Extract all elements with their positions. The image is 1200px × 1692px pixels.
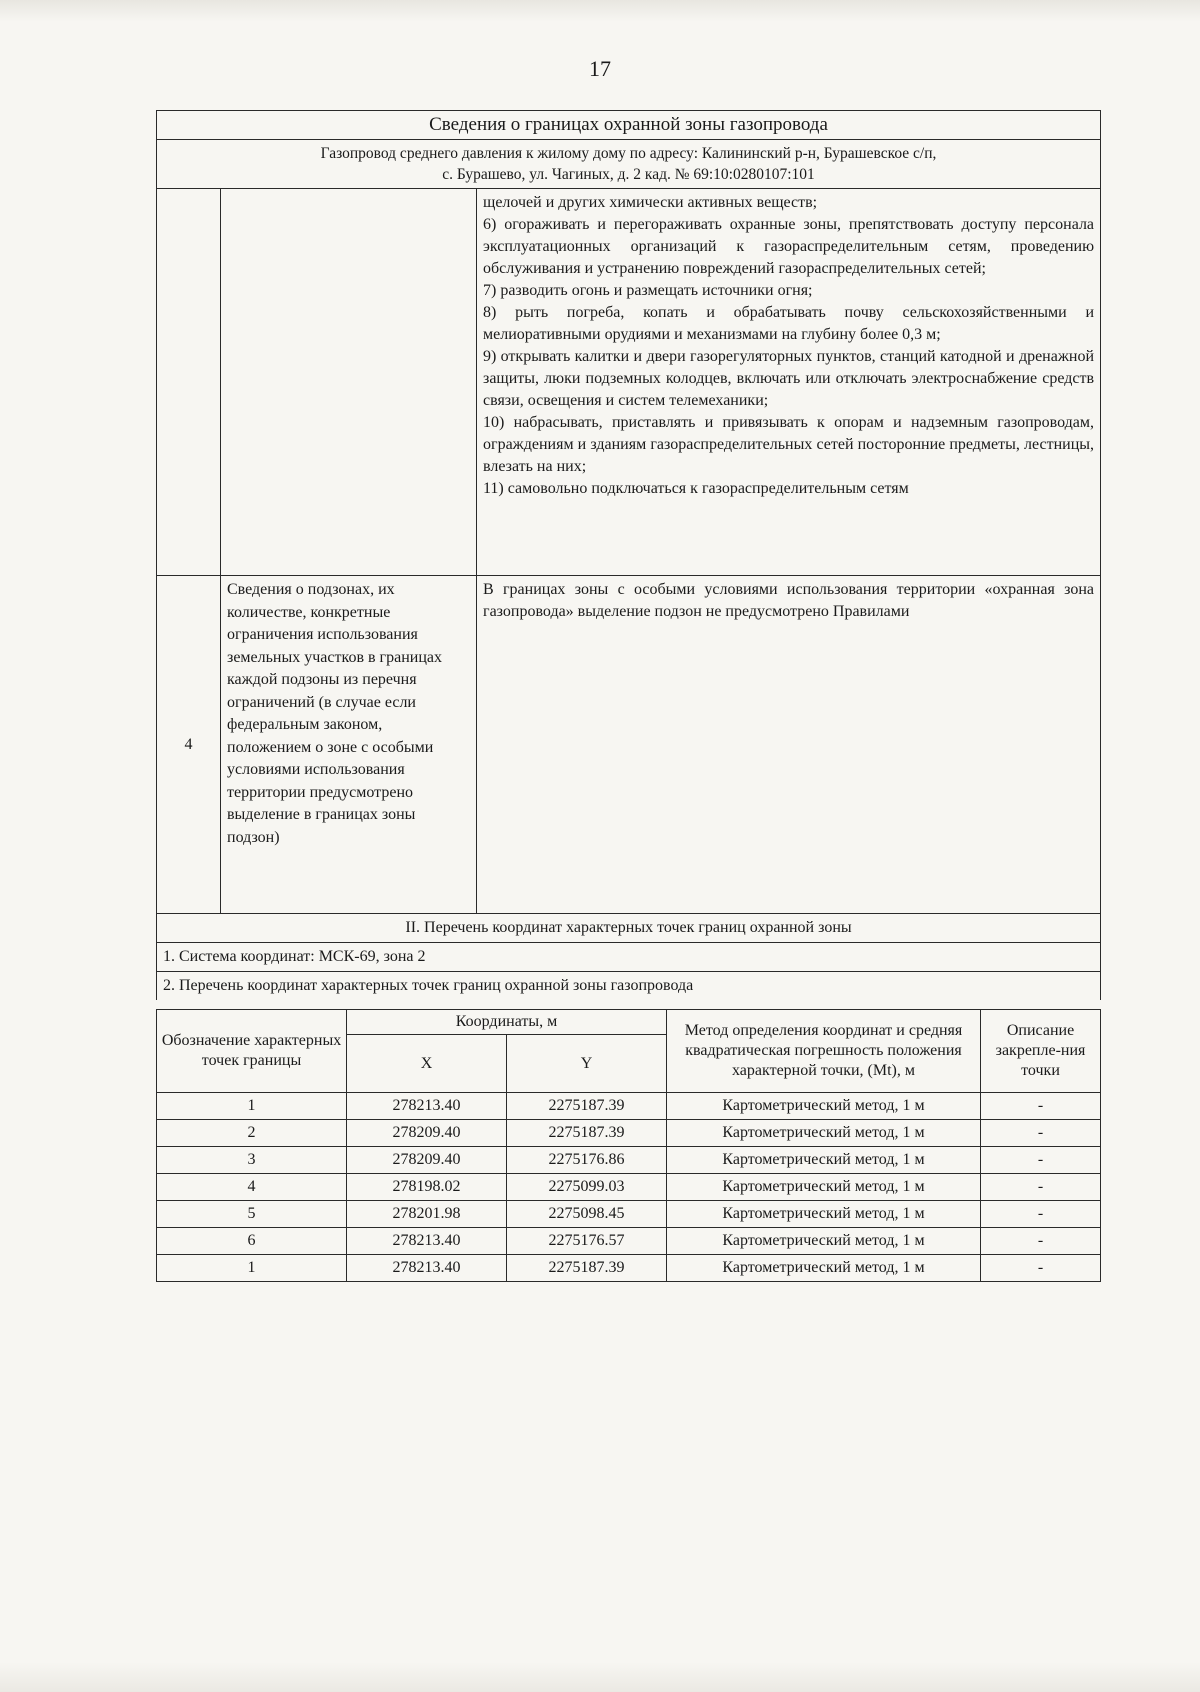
cell-method: Картометрический метод, 1 м	[667, 1174, 981, 1201]
page-number: 17	[589, 56, 611, 81]
scan-edge-bottom	[0, 1662, 1200, 1692]
cell-y: 2275187.39	[507, 1120, 667, 1147]
table-row	[157, 1093, 1101, 1120]
cell-y: 2275099.03	[507, 1174, 667, 1201]
table-row	[157, 1174, 1101, 1201]
row3-label-cell	[221, 189, 477, 576]
cell-x: 278209.40	[347, 1147, 507, 1174]
zone-info-table	[156, 110, 1101, 1000]
cell-method: Картометрический метод, 1 м	[667, 1201, 981, 1228]
restriction-item: 6) огораживать и перегораживать охранные зоны, препятствовать доступу персонала эксплуатационных организаций к газораспределительным сетям, проведению обслуживания и устранению повреждений газораспределительных сетей;	[483, 216, 1095, 277]
restriction-item: 10) набрасывать, приставлять и привязывать к опорам и надземным газопроводам, ограждениям и зданиям газораспределительных сетей посторонние предметы, лестницы, влезать на них;	[483, 414, 1095, 475]
cell-method: Картометрический метод, 1 м	[667, 1228, 981, 1255]
cell-x: 278198.02	[347, 1174, 507, 1201]
cell-desc: -	[981, 1228, 1101, 1255]
coordinate-system: 1. Система координат: МСК-69, зона 2	[157, 943, 1101, 972]
cell-desc: -	[981, 1147, 1101, 1174]
cell-y: 2275187.39	[507, 1255, 667, 1282]
restriction-item: 9) открывать калитки и двери газорегуляторных пунктов, станций катодной и дренажной защиты, люки подземных колодцев, включать или отключать электроснабжение средств связи, освещения и систем телемеханики;	[483, 348, 1095, 409]
header-method: Метод определения координат и средняя квадратическая погрешность положения характерной точки, (Mt), м	[667, 1010, 981, 1093]
cell-x: 278213.40	[347, 1228, 507, 1255]
coords-list-title: 2. Перечень координат характерных точек границ охранной зоны газопровода	[157, 972, 1101, 1001]
section2-title: II. Перечень координат характерных точек границ охранной зоны	[157, 914, 1101, 943]
cell-method: Картометрический метод, 1 м	[667, 1120, 981, 1147]
header-coordinates: Координаты, м	[347, 1010, 667, 1035]
cell-y: 2275176.86	[507, 1147, 667, 1174]
restriction-item: 7) разводить огонь и размещать источники огня;	[483, 282, 813, 299]
cell-method: Картометрический метод, 1 м	[667, 1147, 981, 1174]
cell-desc: -	[981, 1120, 1101, 1147]
cell-desc: -	[981, 1093, 1101, 1120]
scan-edge-top	[0, 0, 1200, 22]
cell-point: 5	[157, 1201, 347, 1228]
table-row	[157, 1147, 1101, 1174]
header-x: X	[347, 1035, 507, 1093]
table-row	[157, 1228, 1101, 1255]
subtitle-line-2: с. Бурашево, ул. Чагиных, д. 2 кад. № 69:10:0280107:101	[442, 166, 815, 183]
cell-x: 278209.40	[347, 1120, 507, 1147]
subtitle-line-1: Газопровод среднего давления к жилому дому по адресу: Калининский р-н, Бурашевское с/п,	[320, 145, 937, 162]
cell-desc: -	[981, 1174, 1101, 1201]
row3-number-cell	[157, 189, 221, 576]
row4-value: В границах зоны с особыми условиями использования территории «охранная зона газопровода» выделение подзон не предусмотрено Правилами	[477, 576, 1101, 914]
coordinates-table	[156, 1009, 1101, 1282]
header-y: Y	[507, 1035, 667, 1093]
restrictions-cell	[477, 189, 1101, 576]
cell-point: 2	[157, 1120, 347, 1147]
cell-y: 2275098.45	[507, 1201, 667, 1228]
cell-x: 278213.40	[347, 1255, 507, 1282]
cell-point: 3	[157, 1147, 347, 1174]
cell-x: 278213.40	[347, 1093, 507, 1120]
cell-method: Картометрический метод, 1 м	[667, 1255, 981, 1282]
cell-point: 4	[157, 1174, 347, 1201]
cell-desc: -	[981, 1201, 1101, 1228]
cell-point: 1	[157, 1255, 347, 1282]
cell-y: 2275187.39	[507, 1093, 667, 1120]
table-row	[157, 1255, 1101, 1282]
header-description: Описание закрепле-ния точки	[981, 1010, 1101, 1093]
cell-point: 6	[157, 1228, 347, 1255]
restriction-item: щелочей и других химически активных веществ;	[483, 194, 818, 211]
cell-point: 1	[157, 1093, 347, 1120]
row4-label: Сведения о подзонах, их количестве, конкретные ограничения использования земельных участков в границах каждой подзоны из перечня ограничений (в случае если федеральным законом, положением о зоне с особыми условиями использования территории предусмотрено выделение в границах зоны подзон)	[221, 576, 477, 914]
cell-method: Картометрический метод, 1 м	[667, 1093, 981, 1120]
cell-x: 278201.98	[347, 1201, 507, 1228]
restriction-item: 8) рыть погреба, копать и обрабатывать почву сельскохозяйственными и мелиоративными орудиями и механизмами на глубину более 0,3 м;	[483, 304, 1095, 343]
header-point: Обозначение характерных точек границы	[157, 1010, 347, 1093]
table-subtitle	[157, 140, 1101, 189]
table-row	[157, 1120, 1101, 1147]
table-row	[157, 1201, 1101, 1228]
row4-number: 4	[157, 576, 221, 914]
cell-y: 2275176.57	[507, 1228, 667, 1255]
cell-desc: -	[981, 1255, 1101, 1282]
table-title: Сведения о границах охранной зоны газопровода	[157, 111, 1101, 140]
restriction-item: 11) самовольно подключаться к газораспределительным сетям	[483, 480, 909, 497]
